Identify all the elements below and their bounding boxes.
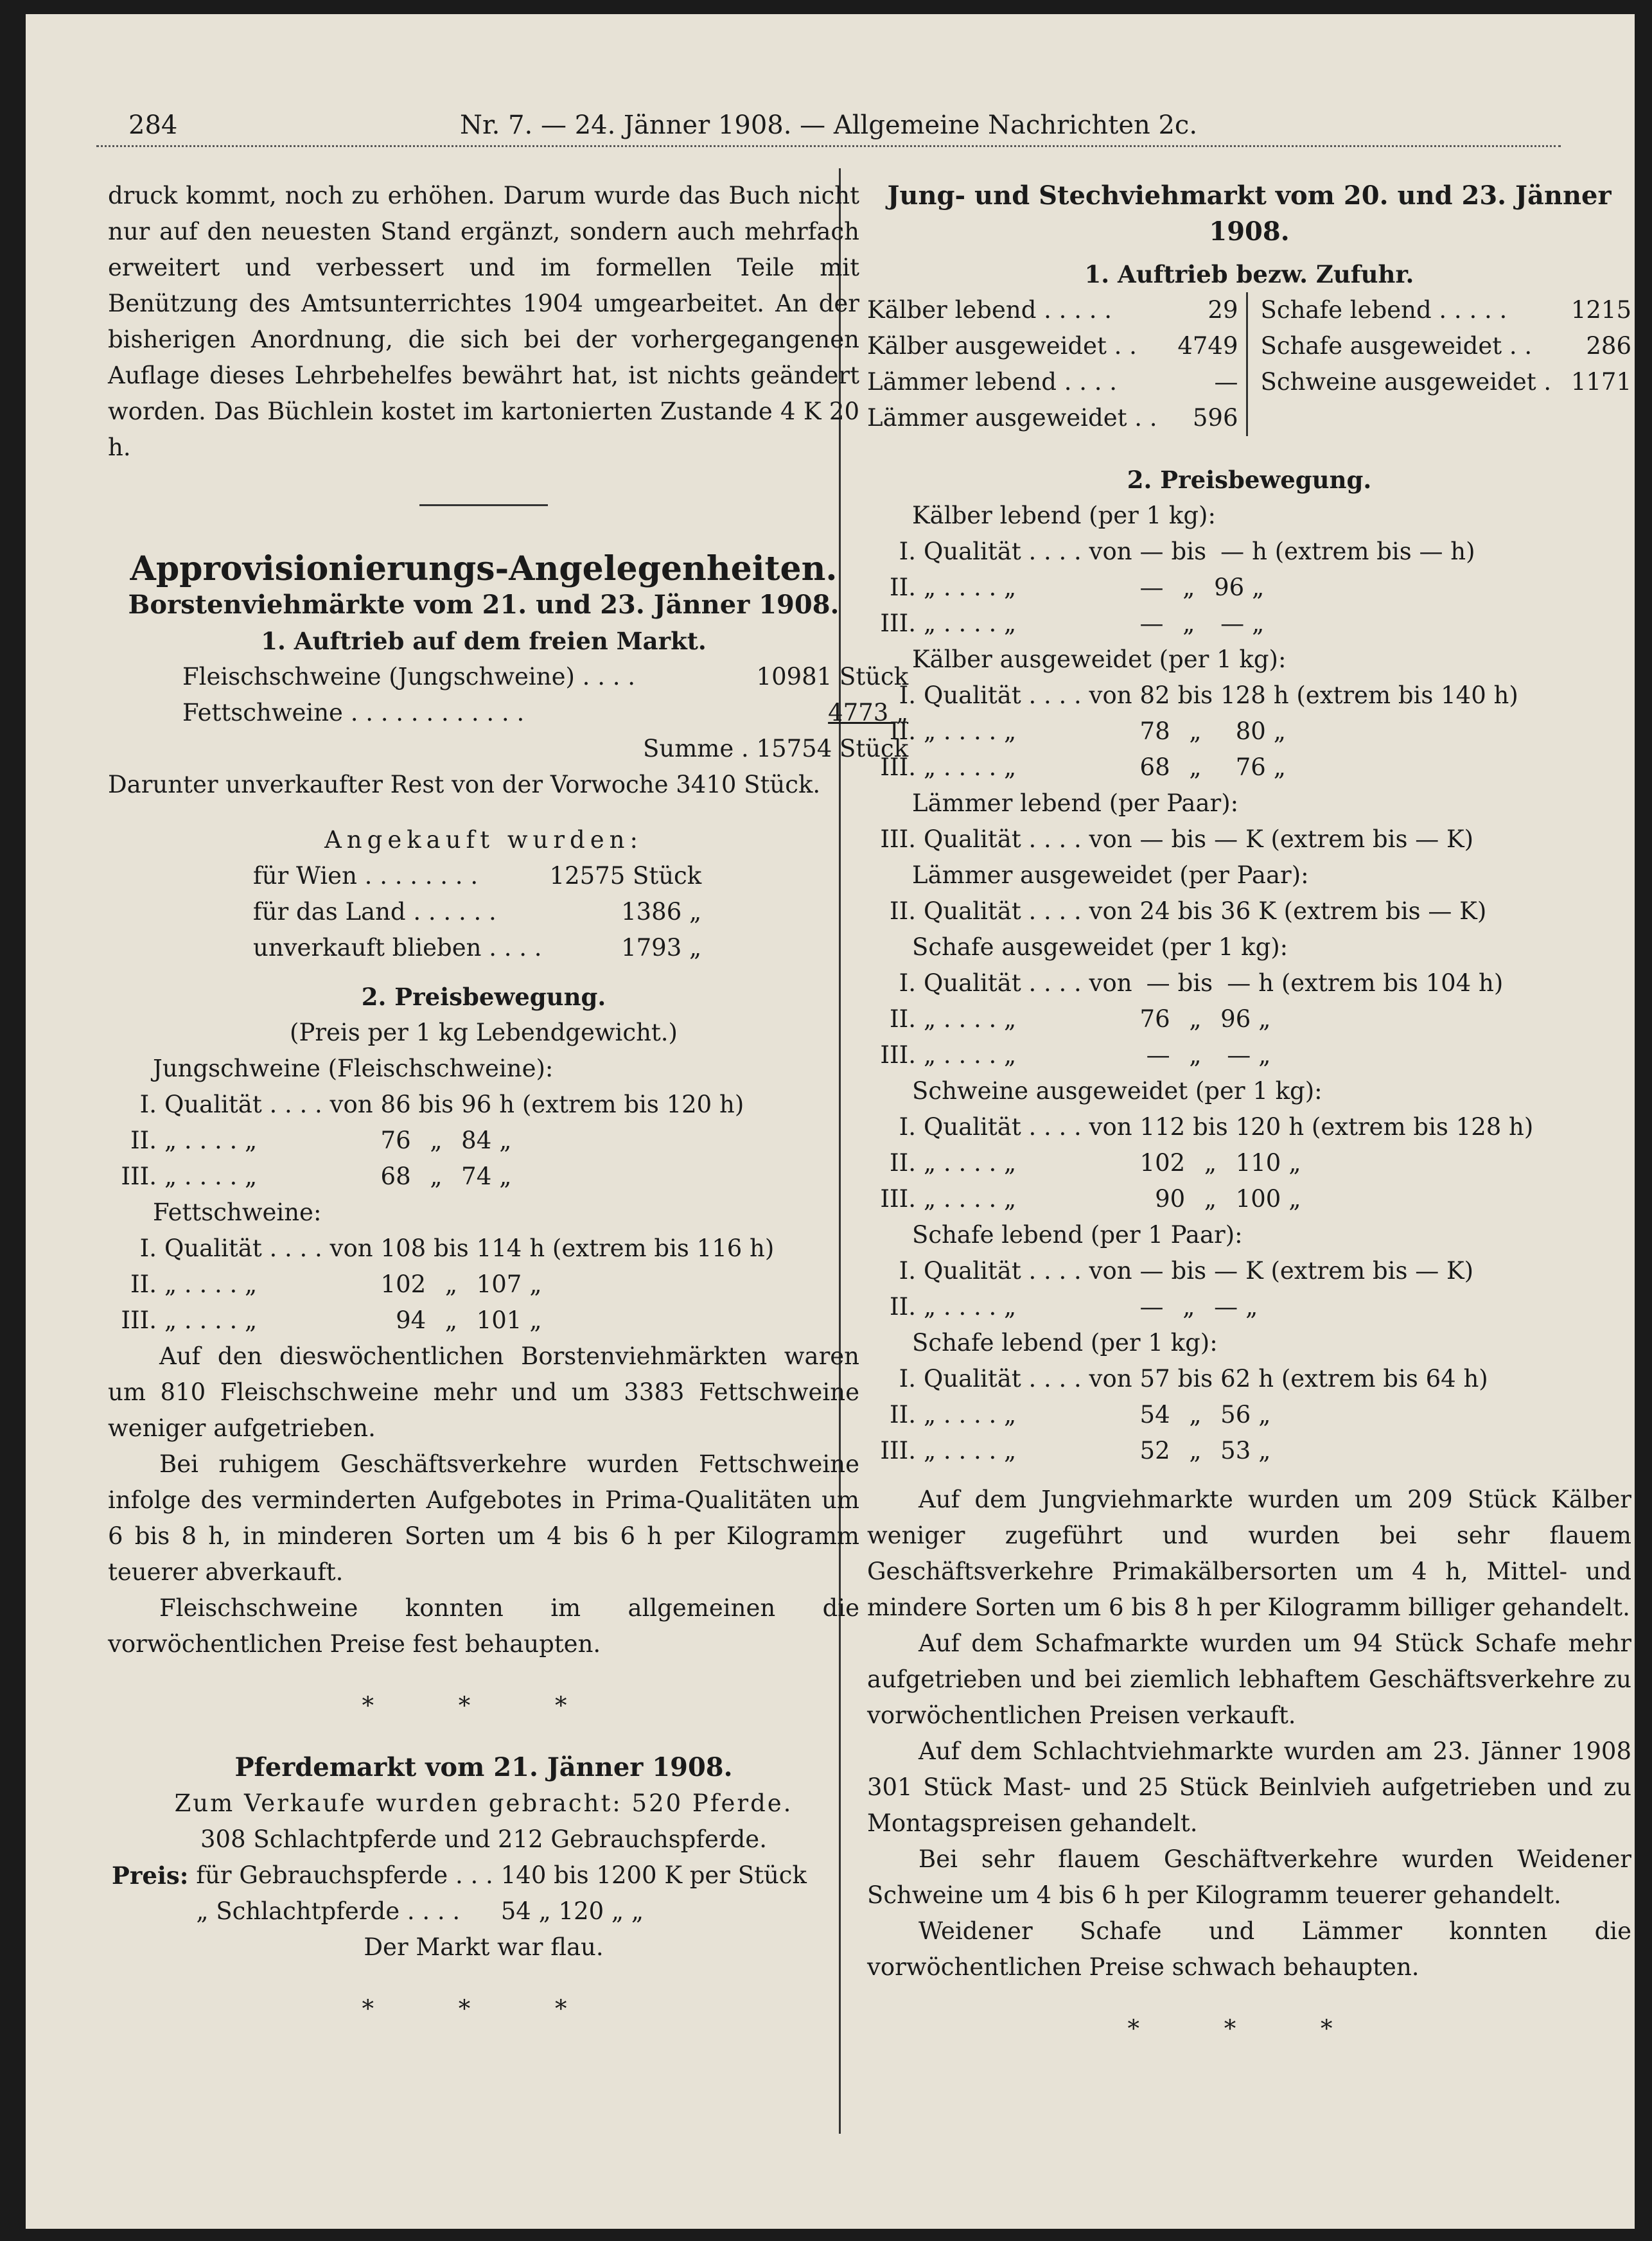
price-group-title: Schweine ausgeweidet (per 1 kg):: [912, 1077, 1322, 1105]
price-table: [867, 1361, 1492, 1469]
quality-grade: I.: [139, 1091, 157, 1118]
price-to: 56: [1220, 1401, 1251, 1428]
price-from: 57: [1139, 1365, 1170, 1393]
auftrieb-heading: 1. Auftrieb auf dem freien Markt.: [261, 627, 707, 655]
price-group-title: Lämmer lebend (per Paar):: [912, 789, 1239, 817]
price-from: 86: [380, 1091, 411, 1118]
pferde-label: „ Schlachtpferde . . . .: [196, 1897, 461, 1925]
body-paragraph: Fleischschweine konnten im allgemeinen die vorwöchentlichen Preise fest behaupten.: [108, 1594, 859, 1658]
price-sep: „: [1204, 1149, 1217, 1177]
price-extreme: „: [499, 1127, 512, 1154]
body-paragraph: Auf den dieswöchentlichen Borstenviehmärkten waren um 810 Fleischschweine mehr und um 3383 Fettschweine weniger aufgetrieben.: [108, 1342, 859, 1442]
quality-grade: III.: [880, 753, 916, 781]
zufuhr-value: 29: [1208, 296, 1238, 324]
body-paragraph: Weidener Schafe und Lämmer konnten die vorwöchentlichen Preise schwach behaupten.: [867, 1917, 1631, 1981]
quality-grade: II.: [890, 1005, 916, 1033]
zufuhr-label: Lämmer lebend . . . .: [867, 368, 1118, 396]
quality-grade: III.: [880, 1437, 916, 1464]
price-extreme: „: [1288, 1185, 1301, 1213]
running-title: Nr. 7. — 24. Jänner 1908. — Allgemeine Nachrichten 2c.: [459, 110, 1198, 140]
angekauft-row: [249, 930, 705, 966]
zufuhr-table: [867, 292, 1631, 436]
price-table: [108, 1087, 748, 1195]
right-paragraphs: [867, 1482, 1631, 1985]
price-row: [867, 1109, 1537, 1145]
section-rule: [419, 504, 548, 506]
price-row: [867, 1037, 1507, 1073]
auftrieb-label: Fettschweine . . . . . . . . . . . .: [182, 699, 525, 726]
price-to: 120: [1235, 1113, 1281, 1141]
price-to: 62: [1220, 1365, 1251, 1393]
zufuhr-right: [1248, 292, 1632, 436]
price-table: [867, 678, 1522, 786]
price-to: 96: [1220, 1005, 1251, 1033]
price-extreme: „: [1288, 1149, 1301, 1177]
price-to: —: [1214, 825, 1238, 853]
quality-label: Qualität . . . . von: [924, 1113, 1132, 1141]
price-sep: „: [1189, 717, 1202, 745]
separator-stars: * * *: [1127, 2015, 1371, 2043]
price-to: —: [1220, 610, 1245, 637]
price-table: [867, 893, 1490, 929]
preis-label: Preis:: [112, 1861, 189, 1890]
price-sep: „: [1189, 1041, 1202, 1069]
quality-grade: II.: [890, 1293, 916, 1321]
price-from: 24: [1139, 897, 1170, 925]
quality-grade: II.: [890, 574, 916, 601]
price-extreme: „: [1273, 717, 1286, 745]
price-row: [108, 1159, 748, 1195]
pferde-value: 140 bis 1200 K per Stück: [500, 1861, 807, 1889]
price-row: [867, 714, 1522, 750]
price-to: —: [1214, 1257, 1238, 1285]
price-to: 76: [1235, 753, 1266, 781]
auftrieb-row: [179, 731, 912, 767]
price-row: [867, 534, 1479, 570]
body-paragraph: Auf dem Schlachtviehmarkte wurden am 23. Jänner 1908 301 Stück Mast- und 25 Stück Beinlvieh aufgetrieben und zu Montagspreisen gehandelt.: [867, 1737, 1631, 1837]
price-extreme: K (extrem bis — K): [1258, 897, 1487, 925]
left-column: [108, 178, 909, 2053]
zufuhr-value: 1171: [1570, 368, 1631, 396]
auftrieb-value: 10981 Stück: [756, 663, 909, 690]
price-to: 84: [461, 1127, 492, 1154]
intro-paragraph: druck kommt, noch zu erhöhen. Darum wurde das Buch nicht nur auf den neuesten Stand ergänzt, sondern auch mehrfach erweitert und verbessert und im formellen Teile mit Benützung des Amtsunterrichtes 1904 umgearbeitet. An der bisherigen Anordnung, die sich bei der vorhergegangenen Auflage dieses Lehrbehelfes bewährt hat, ist nichts geändert worden. Das Büchlein kostet im kartonierten Zustande 4 K 20 h.: [108, 182, 859, 461]
page-number: 284: [128, 110, 178, 140]
price-row: [867, 1145, 1537, 1181]
angekauft-label: unverkauft blieben . . . .: [253, 934, 542, 962]
zufuhr-heading: 1. Auftrieb bezw. Zufuhr.: [1084, 260, 1414, 288]
price-sep: bis: [1177, 681, 1213, 709]
price-sep: „: [1204, 1185, 1217, 1213]
quality-grade: III.: [880, 825, 916, 853]
price-sep: bis: [1177, 897, 1213, 925]
price-extreme: „: [1258, 1401, 1271, 1428]
zufuhr-label: Schafe ausgeweidet . .: [1260, 332, 1533, 360]
price-extreme: h (extrem bis 104 h): [1258, 969, 1504, 997]
price-row: [108, 1231, 778, 1267]
price-row: [867, 1289, 1477, 1325]
zufuhr-value: 286: [1586, 332, 1631, 360]
price-from: 78: [1139, 717, 1170, 745]
borsten-title: Borstenviehmärkte vom 21. und 23. Jänner 1908.: [128, 590, 839, 620]
price-sep: bis: [1177, 969, 1213, 997]
price-to: 80: [1235, 717, 1266, 745]
price-group-title: Jungschweine (Fleischschweine):: [153, 1055, 554, 1082]
price-sep: „: [1182, 1293, 1195, 1321]
separator-stars: * * *: [362, 1692, 606, 1719]
price-group-title: Kälber ausgeweidet (per 1 kg):: [912, 646, 1287, 673]
price-group-title: Schafe lebend (per 1 Paar):: [912, 1221, 1243, 1249]
angekauft-value: 1793 „: [621, 934, 702, 962]
zufuhr-row: [867, 292, 1238, 328]
price-row: [867, 606, 1479, 642]
price-row: [108, 1123, 748, 1159]
quality-grade: I.: [899, 1365, 916, 1393]
zufuhr-row: [1261, 328, 1632, 364]
price-from: 76: [380, 1127, 411, 1154]
price-from: —: [1139, 1257, 1164, 1285]
price-table: [867, 1109, 1537, 1217]
price-from: —: [1146, 1041, 1170, 1069]
quality-label: Qualität . . . . von: [924, 825, 1132, 853]
price-from: 82: [1139, 681, 1170, 709]
zufuhr-label: Kälber ausgeweidet . .: [867, 332, 1137, 360]
price-sep: „: [430, 1127, 443, 1154]
zufuhr-row: [867, 364, 1238, 400]
price-row: [867, 1361, 1492, 1397]
price-from: 102: [1139, 1149, 1186, 1177]
price-sep: bis: [434, 1235, 469, 1262]
angekauft-label: für das Land . . . . . .: [253, 898, 496, 926]
price-extreme: K (extrem bis — K): [1245, 825, 1474, 853]
price-to: 128: [1220, 681, 1266, 709]
body-paragraph: Auf dem Jungviehmarkte wurden um 209 Stück Kälber weniger zugeführt und wurden bei sehr flauem Geschäftsverkehre Primakälbersorten um 4 h, Mittel- und mindere Sorten um 6 bis 8 h per Kilogramm billiger gehandelt.: [867, 1486, 1631, 1621]
price-extreme: „: [1245, 1293, 1258, 1321]
quality-grade: III.: [880, 1041, 916, 1069]
quality-grade: II.: [890, 1149, 916, 1177]
quality-label: „ . . . . „: [924, 717, 1017, 745]
quality-label: „ . . . . „: [924, 574, 1017, 601]
quality-grade: I.: [899, 681, 916, 709]
quality-label: Qualität . . . . von: [924, 1365, 1132, 1393]
price-group-title: Lämmer ausgeweidet (per Paar):: [912, 861, 1309, 889]
darunter-line: Darunter unverkaufter Rest von der Vorwoche 3410 Stück.: [108, 771, 821, 798]
zufuhr-value: 596: [1192, 404, 1238, 432]
price-extreme: h (extrem bis 128 h): [1288, 1113, 1534, 1141]
pferde-line2: 308 Schlachtpferde und 212 Gebrauchspferde.: [200, 1825, 767, 1853]
angekauft-value: 12575 Stück: [549, 862, 702, 890]
price-from: 112: [1139, 1113, 1186, 1141]
price-to: —: [1227, 1041, 1251, 1069]
quality-label: „ . . . . „: [924, 1041, 1017, 1069]
quality-label: Qualität . . . . von: [924, 1257, 1132, 1285]
price-extreme: „: [499, 1163, 512, 1190]
price-to: 96: [461, 1091, 492, 1118]
price-from: —: [1139, 610, 1164, 637]
price-extreme: „: [1252, 574, 1265, 601]
price-sep: „: [1182, 574, 1195, 601]
quality-grade: I.: [899, 1257, 916, 1285]
zufuhr-label: Kälber lebend . . . . .: [867, 296, 1112, 324]
price-group-title: Fettschweine:: [153, 1199, 322, 1226]
quality-label: Qualität . . . . von: [924, 681, 1132, 709]
price-from: 102: [380, 1270, 426, 1298]
price-extreme: „: [529, 1306, 542, 1334]
price-sep: bis: [1171, 1257, 1207, 1285]
price-row: [867, 1253, 1477, 1289]
quality-label: Qualität . . . . von: [164, 1235, 373, 1262]
quality-label: „ . . . . „: [924, 1293, 1017, 1321]
price-to: —: [1227, 969, 1251, 997]
quality-grade: III.: [121, 1163, 157, 1190]
quality-label: „ . . . . „: [924, 753, 1017, 781]
price-row: [108, 1087, 748, 1123]
price-table: [867, 965, 1507, 1073]
quality-label: „ . . . . „: [924, 1149, 1017, 1177]
pferde-closing: Der Markt war flau.: [364, 1933, 604, 1961]
quality-label: „ . . . . „: [164, 1306, 258, 1334]
preis-heading: 2. Preisbewegung.: [361, 983, 606, 1011]
quality-label: Qualität . . . . von: [924, 969, 1132, 997]
body-paragraph: Bei ruhigem Geschäftsverkehre wurden Fettschweine infolge des verminderten Aufgebotes in Prima-Qualitäten um 6 bis 8 h, in minderen Sorten um 4 bis 6 h per Kilogramm teuerer abverkauft.: [108, 1450, 859, 1586]
pferde-table: [108, 1858, 811, 1929]
left-price-groups: [108, 1051, 859, 1339]
price-from: —: [1139, 574, 1164, 601]
price-from: —: [1146, 969, 1170, 997]
pferde-line1: Zum Verkaufe wurden gebracht: 520 Pferde.: [174, 1789, 793, 1817]
quality-grade: II.: [130, 1270, 157, 1298]
quality-label: „ . . . . „: [924, 1185, 1017, 1213]
price-to: 110: [1235, 1149, 1281, 1177]
quality-label: „ . . . . „: [164, 1127, 258, 1154]
price-extreme: „: [1258, 1041, 1271, 1069]
angekauft-row: [249, 858, 705, 894]
price-from: 76: [1139, 1005, 1170, 1033]
header-rule: [96, 145, 1561, 147]
right-column: [867, 178, 1631, 2073]
price-row: [867, 1397, 1492, 1433]
price-row: [867, 1181, 1537, 1217]
auftrieb-row: [179, 695, 912, 731]
price-table: [108, 1231, 778, 1339]
price-from: —: [1139, 1293, 1164, 1321]
price-extreme: „: [1273, 753, 1286, 781]
left-paragraphs: [108, 1339, 859, 1662]
price-group-title: Schafe ausgeweidet (per 1 kg):: [912, 933, 1288, 961]
quality-grade: I.: [899, 538, 916, 565]
price-from: 90: [1155, 1185, 1186, 1213]
price-to: 114: [476, 1235, 522, 1262]
pferde-title: Pferdemarkt vom 21. Jänner 1908.: [234, 1752, 733, 1782]
page-header: [96, 90, 1561, 140]
price-table: [867, 534, 1479, 642]
price-sep: „: [1189, 1401, 1202, 1428]
price-row: [867, 822, 1477, 857]
price-group-title: Schafe lebend (per 1 kg):: [912, 1329, 1218, 1357]
price-table: [867, 1253, 1477, 1325]
price-extreme: h (extrem bis 140 h): [1273, 681, 1518, 709]
quality-grade: I.: [899, 1113, 916, 1141]
quality-label: „ . . . . „: [164, 1270, 258, 1298]
quality-grade: II.: [890, 717, 916, 745]
price-sep: „: [1189, 1437, 1202, 1464]
angekauft-label: für Wien . . . . . . . .: [253, 862, 479, 890]
price-extreme: „: [1258, 1437, 1271, 1464]
quality-label: „ . . . . „: [924, 1437, 1017, 1464]
zufuhr-label: Schweine ausgeweidet .: [1260, 368, 1552, 396]
price-row: [108, 1267, 778, 1303]
price-sep: bis: [1171, 825, 1207, 853]
zufuhr-row: [867, 400, 1238, 436]
zufuhr-row: [1261, 292, 1632, 328]
price-from: 94: [396, 1306, 426, 1334]
price-sep: bis: [1193, 1113, 1228, 1141]
price-to: 107: [476, 1270, 522, 1298]
price-row: [108, 1303, 778, 1339]
price-group-title: Kälber lebend (per 1 kg):: [912, 502, 1216, 529]
zufuhr-value: 1215: [1570, 296, 1631, 324]
price-row: [867, 893, 1490, 929]
zufuhr-label: Lämmer ausgeweidet . .: [867, 404, 1157, 432]
zufuhr-left: [867, 292, 1248, 436]
price-from: 108: [380, 1235, 426, 1262]
separator-stars: * * *: [362, 1995, 606, 2023]
quality-label: Qualität . . . . von: [164, 1091, 373, 1118]
price-extreme: h (extrem bis 116 h): [529, 1235, 775, 1262]
price-from: 52: [1139, 1437, 1170, 1464]
price-sep: bis: [418, 1091, 454, 1118]
price-from: —: [1139, 825, 1164, 853]
zufuhr-row: [867, 328, 1238, 364]
angekauft-value: 1386 „: [621, 898, 702, 926]
zufuhr-value: —: [1214, 368, 1238, 396]
price-to: 53: [1220, 1437, 1251, 1464]
price-row: [867, 570, 1479, 606]
document-page: [26, 14, 1635, 2229]
price-to: 36: [1220, 897, 1251, 925]
price-from: 68: [1139, 753, 1170, 781]
auftrieb-value: 4773 „: [828, 699, 909, 726]
price-to: 74: [461, 1163, 492, 1190]
quality-label: Qualität . . . . von: [924, 897, 1132, 925]
quality-grade: III.: [121, 1306, 157, 1334]
price-extreme: „: [1258, 1005, 1271, 1033]
price-sep: bis: [1171, 538, 1207, 565]
price-table: [867, 822, 1477, 857]
price-row: [867, 965, 1507, 1001]
pferde-row: [108, 1894, 811, 1929]
price-extreme: „: [1252, 610, 1265, 637]
angekauft-heading: Angekauft wurden:: [324, 826, 643, 854]
body-paragraph: Bei sehr flauem Geschäftverkehre wurden Weidener Schweine um 4 bis 6 h per Kilogramm teuerer gehandelt.: [867, 1845, 1631, 1909]
price-to: —: [1220, 538, 1245, 565]
angekauft-table: [249, 858, 705, 966]
quality-label: „ . . . . „: [924, 1005, 1017, 1033]
section-title: Approvisionierungs-Angelegenheiten.: [130, 549, 838, 588]
preis-heading: 2. Preisbewegung.: [1127, 466, 1372, 494]
zufuhr-label: Schafe lebend . . . . .: [1260, 296, 1507, 324]
pferde-value: 54 „ 120 „ „: [500, 1897, 644, 1925]
price-sep: „: [1189, 1005, 1202, 1033]
price-to: —: [1214, 1293, 1238, 1321]
pferde-row: [108, 1858, 811, 1894]
auftrieb-row: [179, 659, 912, 695]
quality-label: „ . . . . „: [924, 1401, 1017, 1428]
price-from: 68: [380, 1163, 411, 1190]
quality-grade: III.: [880, 1185, 916, 1213]
preis-note: (Preis per 1 kg Lebendgewicht.): [290, 1019, 678, 1046]
quality-label: Qualität . . . . von: [924, 538, 1132, 565]
price-sep: „: [1182, 610, 1195, 637]
quality-label: „ . . . . „: [924, 610, 1017, 637]
price-row: [867, 678, 1522, 714]
jungvieh-title: Jung- und Stechviehmarkt vom 20. und 23. Jänner 1908.: [887, 180, 1612, 247]
quality-grade: I.: [899, 969, 916, 997]
price-extreme: K (extrem bis — K): [1245, 1257, 1474, 1285]
price-from: 54: [1139, 1401, 1170, 1428]
quality-grade: II.: [890, 1401, 916, 1428]
quality-grade: II.: [890, 897, 916, 925]
price-extreme: h (extrem bis — h): [1252, 538, 1475, 565]
zufuhr-value: 4749: [1177, 332, 1238, 360]
price-from: —: [1139, 538, 1164, 565]
quality-grade: I.: [139, 1235, 157, 1262]
quality-grade: II.: [130, 1127, 157, 1154]
right-price-groups: [867, 498, 1631, 1469]
auftrieb-label: Fleischschweine (Jungschweine) . . . .: [182, 663, 636, 690]
price-row: [867, 1433, 1492, 1469]
summe: Summe . 15754 Stück: [643, 735, 909, 762]
price-sep: „: [430, 1163, 443, 1190]
quality-grade: III.: [880, 610, 916, 637]
zufuhr-row: [1261, 364, 1632, 400]
auftrieb-table: [179, 659, 912, 767]
price-row: [867, 1001, 1507, 1037]
price-sep: bis: [1177, 1365, 1213, 1393]
angekauft-row: [249, 894, 705, 930]
price-extreme: h (extrem bis 64 h): [1258, 1365, 1488, 1393]
price-sep: „: [444, 1306, 458, 1334]
price-extreme: „: [529, 1270, 542, 1298]
body-paragraph: Auf dem Schafmarkte wurden um 94 Stück Schafe mehr aufgetrieben und bei ziemlich lebhaftem Geschäftsverkehre zu vorwöchentlichen Preisen verkauft.: [867, 1630, 1631, 1729]
quality-label: „ . . . . „: [164, 1163, 258, 1190]
price-row: [867, 750, 1522, 786]
pferde-label: für Gebrauchspferde . . .: [196, 1861, 493, 1889]
price-to: 96: [1214, 574, 1245, 601]
price-to: 101: [476, 1306, 522, 1334]
price-to: 100: [1235, 1185, 1281, 1213]
price-extreme: h (extrem bis 120 h): [499, 1091, 744, 1118]
price-sep: „: [444, 1270, 458, 1298]
price-sep: „: [1189, 753, 1202, 781]
